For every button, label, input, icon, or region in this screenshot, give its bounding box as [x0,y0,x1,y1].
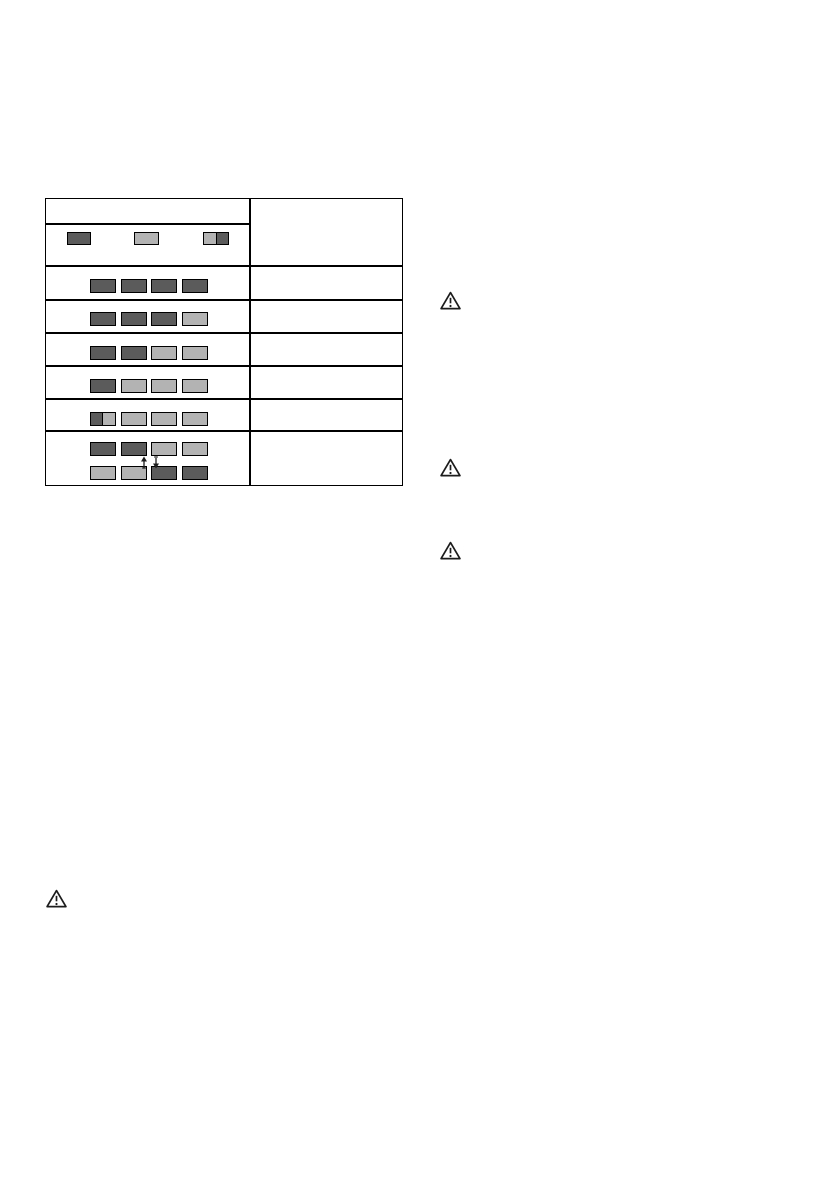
table-row-line [46,299,402,301]
up-arrow-icon [140,454,148,473]
table-row-line [46,398,402,400]
battery-segment-full [182,279,208,293]
battery-segment-left-full [90,412,116,426]
battery-segment-full [121,346,147,360]
battery-segment-right-full [203,232,229,245]
battery-segment-full [90,346,116,360]
table-header-divider [46,223,249,225]
battery-segment-empty [182,312,208,326]
battery-segment-empty [134,232,159,245]
battery-segment-full [90,442,116,456]
table-row-line [46,430,402,432]
warning-icon [440,291,461,310]
down-arrow-icon [152,454,160,473]
battery-segment-full [90,379,116,393]
battery-segment-empty [182,346,208,360]
battery-segment-full [151,279,177,293]
battery-segment-empty [182,412,208,426]
battery-segment-empty [151,412,177,426]
battery-segment-full [90,312,116,326]
battery-segment-empty [121,412,147,426]
battery-segment-empty [182,442,208,456]
table-row-line [46,365,402,367]
battery-segment-empty [182,379,208,393]
battery-segment-empty [90,466,116,480]
battery-segment-empty [121,379,147,393]
table-row-line [46,332,402,334]
battery-segment-full [151,312,177,326]
battery-segment-empty [151,346,177,360]
table-row-line [46,265,402,267]
battery-segment-full [121,312,147,326]
battery-indicator-table [45,198,403,486]
warning-icon [440,458,461,477]
battery-segment-full [67,232,91,245]
warning-icon [46,889,67,908]
battery-segment-full [90,279,116,293]
battery-segment-full [182,466,208,480]
table-column-divider [249,199,251,485]
battery-segment-full [121,279,147,293]
warning-icon [440,541,461,560]
battery-segment-empty [151,379,177,393]
